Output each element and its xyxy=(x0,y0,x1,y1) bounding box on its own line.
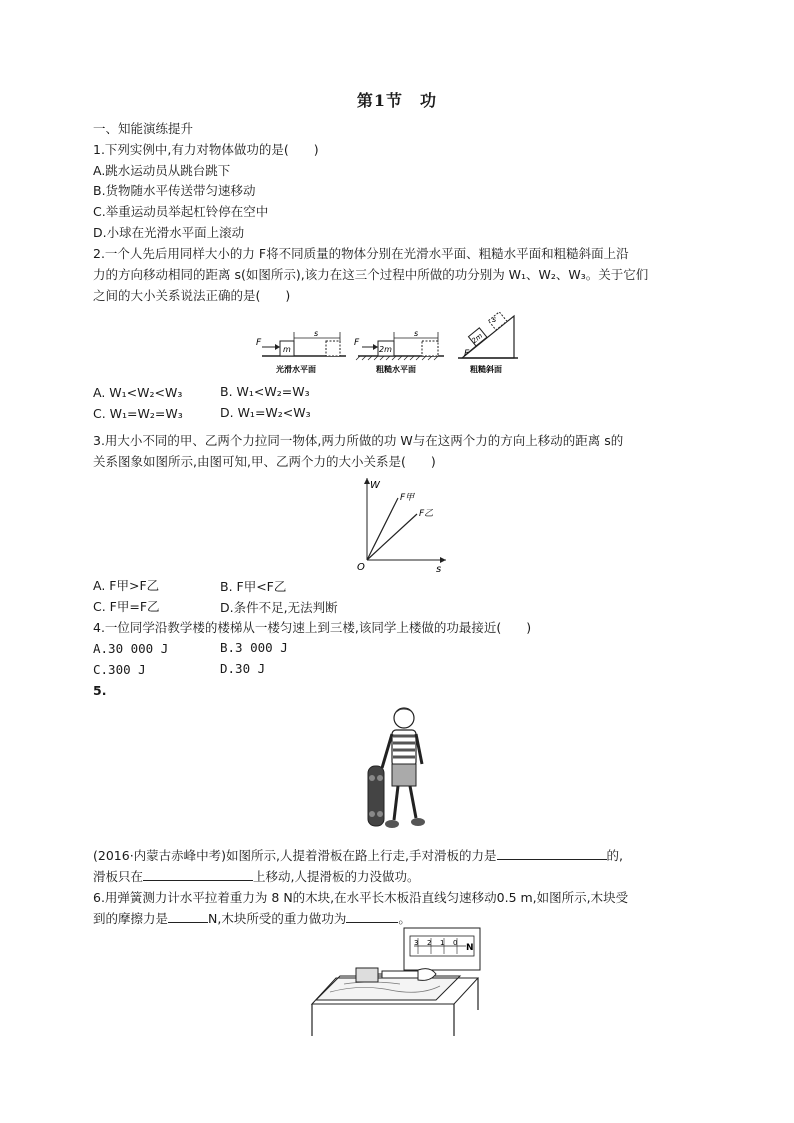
q2-option-a: A. W₁<W₂<W₃ xyxy=(93,385,183,400)
q5-illustration-person-with-skateboard xyxy=(360,702,440,840)
q5-line2 xyxy=(93,868,420,886)
scale-tick: 0 xyxy=(453,939,458,947)
caption-smooth: 光滑水平面 xyxy=(276,365,316,374)
q2-option-d: D. W₁=W₂<W₃ xyxy=(220,405,311,420)
q6-blank-1[interactable] xyxy=(168,910,208,923)
distance-label: s xyxy=(492,315,497,324)
q4-option-c: C.300 J xyxy=(93,662,146,677)
q5-text-a: (2016·内蒙古赤峰中考)如图所示,人提着滑板在路上行走,手对滑板的力是 xyxy=(93,848,497,863)
scale-tick: 3 xyxy=(414,939,419,947)
caption-incline: 粗糙斜面 xyxy=(470,365,502,374)
panel-incline xyxy=(458,312,518,374)
scale-unit: N xyxy=(466,943,474,953)
q6-text-c: N,木块所受的重力做功为 xyxy=(208,911,347,926)
legend-f-jia: F甲 xyxy=(400,493,415,503)
q2-option-c: C. W₁=W₂=W₃ xyxy=(93,406,183,421)
line-f-jia xyxy=(367,498,398,560)
scale-tick: 1 xyxy=(440,939,445,947)
q5-text-d: 上移动,人提滑板的力没做功。 xyxy=(253,869,420,884)
distance-label: s xyxy=(314,329,319,338)
q5-line1 xyxy=(93,847,623,865)
scale-tick: 2 xyxy=(427,939,432,947)
q1-stem: 1.下列实例中,有力对物体做功的是( ) xyxy=(93,142,319,157)
q2-stem-line2: 力的方向移动相同的距离 s(如图所示),该力在这三个过程中所做的功分别为 W₁、W₂、W₃。关于它们 xyxy=(93,267,649,282)
q3-graph xyxy=(350,474,450,574)
q2-figure xyxy=(250,312,520,380)
line-f-yi xyxy=(367,514,417,560)
q2-option-b: B. W₁<W₂=W₃ xyxy=(220,384,310,399)
q2-stem-line3: 之间的大小关系说法正确的是( ) xyxy=(93,288,291,303)
distance-label: s xyxy=(414,329,419,338)
q5-blank-1[interactable] xyxy=(497,847,607,860)
q4-option-a: A.30 000 J xyxy=(93,641,169,656)
mass-label: 2m xyxy=(379,345,392,354)
q6-figure-spring-scale xyxy=(310,926,490,1038)
q3-stem-line2: 关系图象如图所示,由图可知,甲、乙两个力的大小关系是( ) xyxy=(93,454,436,469)
q6-line1: 6.用弹簧测力计水平拉着重力为 8 N的木块,在水平长木板沿直线匀速移动0.5 m,如图所示,木块受 xyxy=(93,890,629,905)
q3-option-a: A. F甲>F乙 xyxy=(93,578,160,593)
q3-option-d: D.条件不足,无法判断 xyxy=(220,600,338,615)
q1-option-c: C.举重运动员举起杠铃停在空中 xyxy=(93,204,269,219)
q3-option-c: C. F甲=F乙 xyxy=(93,599,160,614)
force-label: F xyxy=(256,338,262,348)
section-heading: 一、知能演练提升 xyxy=(93,121,194,136)
legend-f-yi: F乙 xyxy=(419,509,434,519)
force-label: F xyxy=(354,338,360,348)
q5-text-b: 的, xyxy=(606,848,623,863)
q6-text-b: 到的摩擦力是 xyxy=(93,911,169,926)
origin-label: O xyxy=(357,562,365,573)
q4-option-d: D.30 J xyxy=(220,661,266,676)
q1-option-a: A.跳水运动员从跳台跳下 xyxy=(93,163,231,178)
force-label: F xyxy=(464,349,470,359)
q3-option-b: B. F甲<F乙 xyxy=(220,579,287,594)
q6-text-d: 。 xyxy=(398,911,411,926)
q5-text-c: 滑板只在 xyxy=(93,869,144,884)
panel-smooth xyxy=(256,329,346,374)
q5-number: 5. xyxy=(93,683,107,698)
q4-option-b: B.3 000 J xyxy=(220,640,288,655)
mass-label: 2m xyxy=(470,331,485,346)
mass-label: m xyxy=(283,345,291,354)
q1-option-b: B.货物随水平传送带匀速移动 xyxy=(93,183,256,198)
q1-option-d: D.小球在光滑水平面上滚动 xyxy=(93,225,245,240)
caption-rough: 粗糙水平面 xyxy=(376,365,416,374)
q2-stem-line1: 2.一个人先后用同样大小的力 F将不同质量的物体分别在光滑水平面、粗糙水平面和粗糙斜面上沿 xyxy=(93,246,629,261)
q5-blank-2[interactable] xyxy=(143,868,253,881)
q3-stem-line1: 3.用大小不同的甲、乙两个力拉同一物体,两力所做的功 W与在这两个力的方向上移动的距离 s的 xyxy=(93,433,624,448)
q6-blank-2[interactable] xyxy=(346,910,398,923)
q4-stem: 4.一位同学沿教学楼的楼梯从一楼匀速上到三楼,该同学上楼做的功最接近( ) xyxy=(93,620,532,635)
x-axis-label: s xyxy=(436,564,442,574)
y-axis-label: W xyxy=(370,480,380,491)
panel-rough xyxy=(354,329,444,374)
page-title: 第1节 功 xyxy=(356,91,438,110)
